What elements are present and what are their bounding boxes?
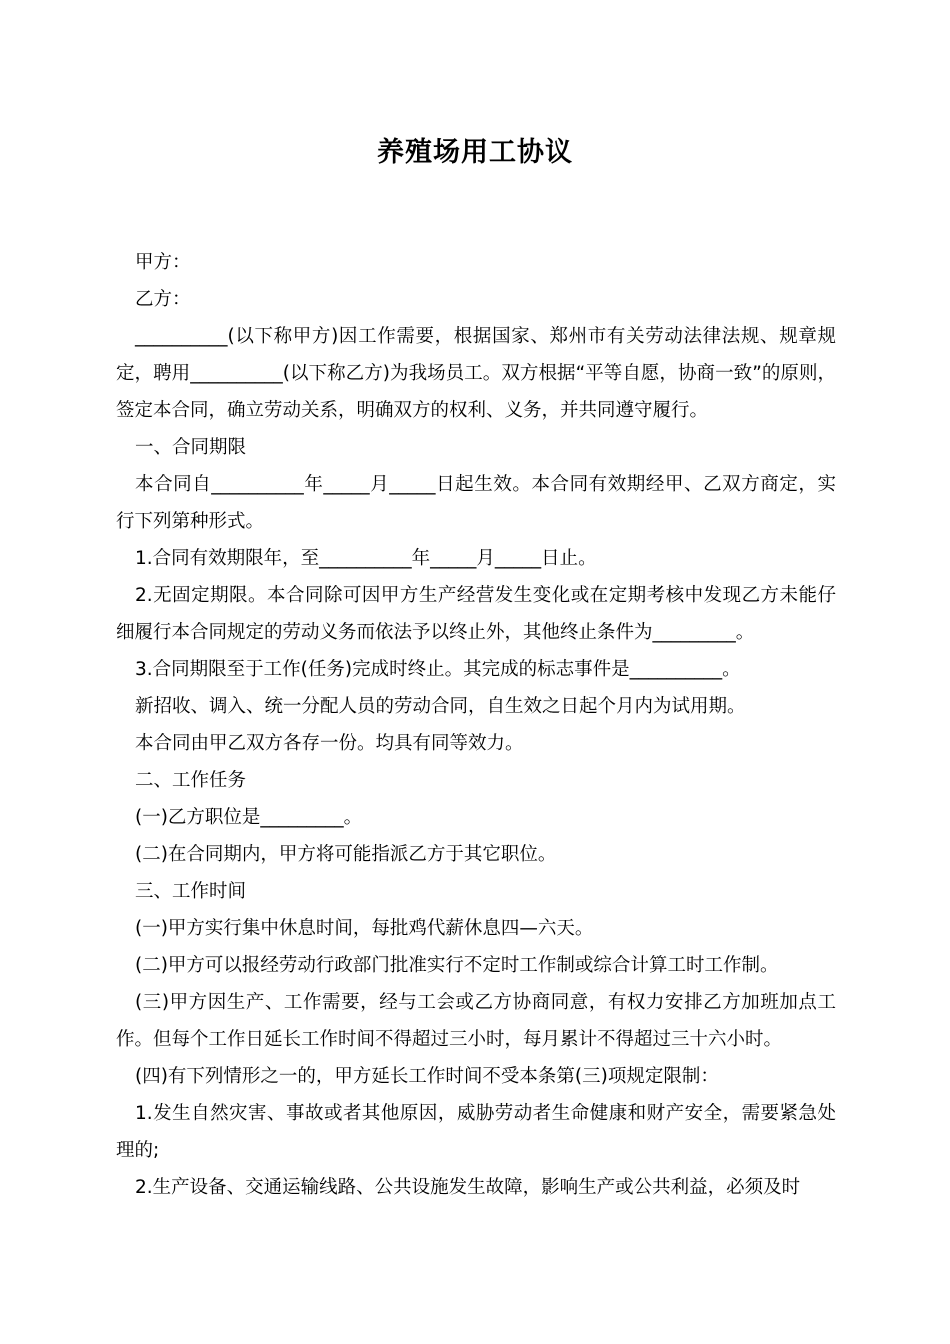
exception-item-2: 2.生产设备、交通运输线路、公共设施发生故障，影响生产或公共利益，必须及时 (135, 1177, 801, 1198)
probation-paragraph: 新招收、调入、统一分配人员的劳动合同，自生效之日起个月内为试用期。 (135, 696, 746, 717)
section-heading-work-time: 三、工作时间 (135, 881, 247, 902)
copies-paragraph: 本合同由甲乙双方各存一份。均具有同等效力。 (135, 733, 524, 754)
party-a-line: 甲方： (135, 252, 191, 273)
task-item-1: (一)乙方职位是_________。 (135, 807, 363, 828)
section-heading-work-tasks: 二、工作任务 (135, 770, 247, 791)
work-time-item-4: (四)有下列情形之一的，甲方延长工作时间不受本条第(三)项规定限制： (135, 1066, 719, 1087)
section-heading-contract-term: 一、合同期限 (135, 437, 247, 458)
term-option-3: 3.合同期限至于工作(任务)完成时终止。其完成的标志事件是__________。 (135, 659, 741, 680)
contract-effective-paragraph: 本合同自__________年_____月_____日起生效。本合同有效期经甲、乙双方商定，实行下列第种形式。 (116, 474, 836, 532)
term-option-1: 1.合同有效期限年，至__________年_____月_____日止。 (135, 548, 597, 569)
work-time-item-3: (三)甲方因生产、工作需要，经与工会或乙方协商同意，有权力安排乙方加班加点工作。但每个工作日延长工作时间不得超过三小时，每月累计不得超过三十六小时。 (116, 992, 836, 1050)
document-body (116, 244, 836, 1206)
work-time-item-1: (一)甲方实行集中休息时间，每批鸡代薪休息四—六天。 (135, 918, 594, 939)
preamble-paragraph: __________(以下称甲方)因工作需要，根据国家、郑州市有关劳动法律法规、规章规定，聘用__________(以下称乙方)为我场员工。双方根据“平等自愿，协商一致”的原则，签定本合同，确立劳动关系，明确双方的权利、义务，并共同遵守履行。 (116, 326, 836, 421)
work-time-item-2: (二)甲方可以报经劳动行政部门批准实行不定时工作制或综合计算工时工作制。 (135, 955, 779, 976)
document-title: 养殖场用工协议 (377, 137, 573, 168)
task-item-2: (二)在合同期内，甲方将可能指派乙方于其它职位。 (135, 844, 557, 865)
party-b-line: 乙方： (135, 289, 191, 310)
term-option-2: 2.无固定期限。本合同除可因甲方生产经营发生变化或在定期考核中发现乙方未能仔细履行本合同规定的劳动义务而依法予以终止外，其他终止条件为_________。 (116, 585, 836, 643)
exception-item-1: 1.发生自然灾害、事故或者其他原因，威胁劳动者生命健康和财产安全，需要紧急处理的; (116, 1103, 836, 1161)
